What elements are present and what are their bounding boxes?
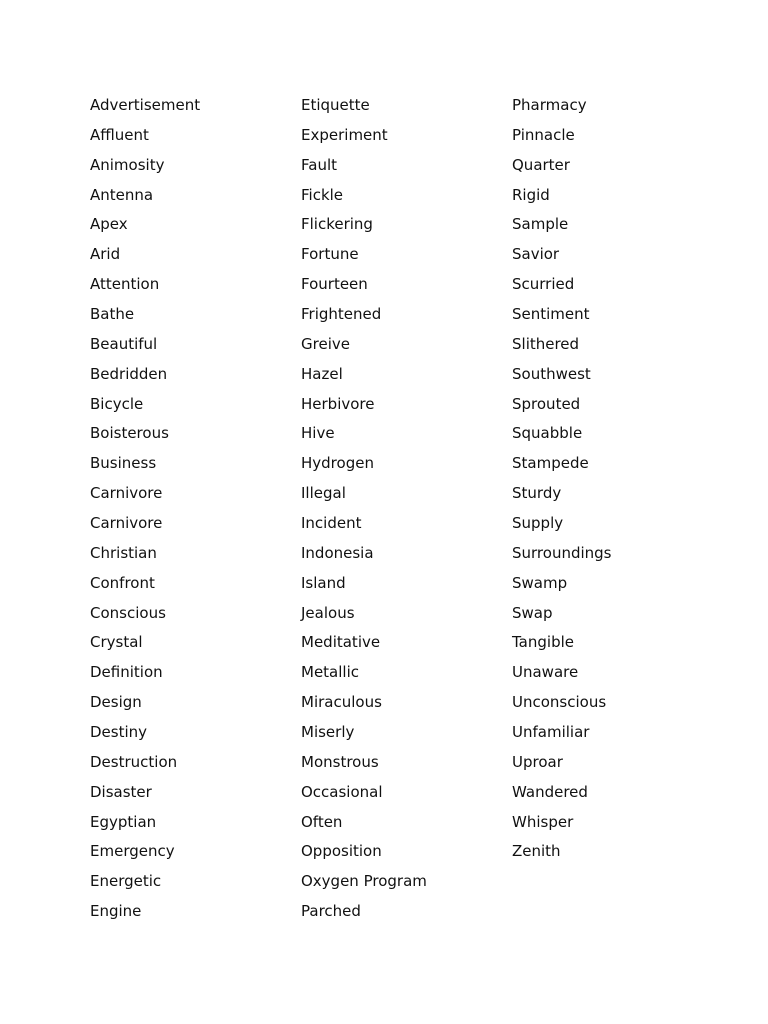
word-item: Hive [301, 424, 335, 443]
word-item: Arid [90, 245, 121, 264]
word-item: Meditative [301, 633, 381, 652]
word-item: Bedridden [90, 364, 168, 383]
word-item: Sample [512, 215, 569, 234]
word-item: Stampede [512, 454, 589, 473]
word-item: Parched [301, 902, 361, 921]
word-item: Indonesia [301, 543, 374, 562]
word-item: Swamp [512, 573, 568, 592]
word-item: Conscious [90, 603, 166, 622]
word-item: Scurried [512, 275, 575, 294]
word-item: Engine [90, 902, 142, 921]
word-item: Tangible [512, 633, 574, 652]
word-item: Energetic [90, 872, 162, 891]
word-item: Animosity [90, 155, 165, 174]
word-item: Definition [90, 663, 163, 682]
word-item: Design [90, 693, 142, 712]
word-item: Bicycle [90, 394, 144, 413]
word-item: Slithered [512, 334, 580, 353]
word-item: Carnivore [90, 484, 163, 503]
word-item: Island [301, 573, 346, 592]
word-item: Sturdy [512, 484, 562, 503]
word-item: Wandered [512, 782, 588, 801]
word-item: Affluent [90, 125, 149, 144]
word-item: Herbivore [301, 394, 375, 413]
word-item: Frightened [301, 305, 382, 324]
word-column-1 [90, 91, 200, 927]
word-item: Supply [512, 514, 564, 533]
word-item: Confront [90, 573, 155, 592]
word-item: Boisterous [90, 424, 169, 443]
word-item: Hazel [301, 364, 343, 383]
word-item: Opposition [301, 842, 382, 861]
word-item: Bathe [90, 305, 135, 324]
word-item: Etiquette [301, 96, 370, 114]
word-item: Surroundings [512, 543, 612, 562]
word-item: Southwest [512, 364, 591, 383]
word-item: Advertisement [90, 96, 201, 114]
word-item: Fault [301, 155, 337, 174]
word-item: Savior [512, 245, 560, 264]
word-item: Sentiment [512, 305, 590, 324]
word-item: Hydrogen [301, 454, 374, 473]
word-item: Antenna [90, 185, 154, 204]
word-item: Zenith [512, 842, 561, 861]
word-item: Destiny [90, 723, 148, 742]
word-item: Whisper [512, 812, 574, 831]
word-item: Business [90, 454, 157, 473]
word-item: Attention [90, 275, 160, 294]
word-item: Emergency [90, 842, 175, 861]
word-item: Oxygen Program [301, 872, 427, 891]
word-item: Disaster [90, 782, 152, 801]
word-item: Destruction [90, 752, 178, 771]
word-item: Carnivore [90, 514, 163, 533]
word-item: Flickering [301, 215, 373, 234]
word-item: Christian [90, 543, 157, 562]
word-item: Uproar [512, 752, 563, 771]
word-item: Fickle [301, 185, 344, 204]
word-item: Squabble [512, 424, 583, 443]
word-item: Beautiful [90, 334, 158, 353]
word-item: Apex [90, 215, 128, 234]
word-item: Occasional [301, 782, 383, 801]
word-item: Experiment [301, 125, 388, 144]
word-item: Metallic [301, 663, 359, 682]
word-item: Fortune [301, 245, 359, 264]
word-item: Greive [301, 334, 350, 353]
word-item: Crystal [90, 633, 143, 652]
word-item: Rigid [512, 185, 550, 204]
word-item: Unaware [512, 663, 579, 682]
word-item: Swap [512, 603, 553, 622]
word-item: Egyptian [90, 812, 157, 831]
word-item: Unconscious [512, 693, 607, 712]
word-item: Quarter [512, 155, 570, 174]
word-item: Incident [301, 514, 362, 533]
word-item: Unfamiliar [512, 723, 590, 742]
word-item: Miraculous [301, 693, 382, 712]
word-item: Jealous [301, 603, 355, 622]
word-column-2 [301, 91, 427, 927]
word-item: Sprouted [512, 394, 581, 413]
word-item: Often [301, 812, 343, 831]
word-item: Pinnacle [512, 125, 575, 144]
word-item: Pharmacy [512, 96, 587, 114]
word-item: Monstrous [301, 752, 379, 771]
word-item: Illegal [301, 484, 346, 503]
word-item: Fourteen [301, 275, 368, 294]
word-item: Miserly [301, 723, 355, 742]
word-column-3 [512, 91, 612, 867]
